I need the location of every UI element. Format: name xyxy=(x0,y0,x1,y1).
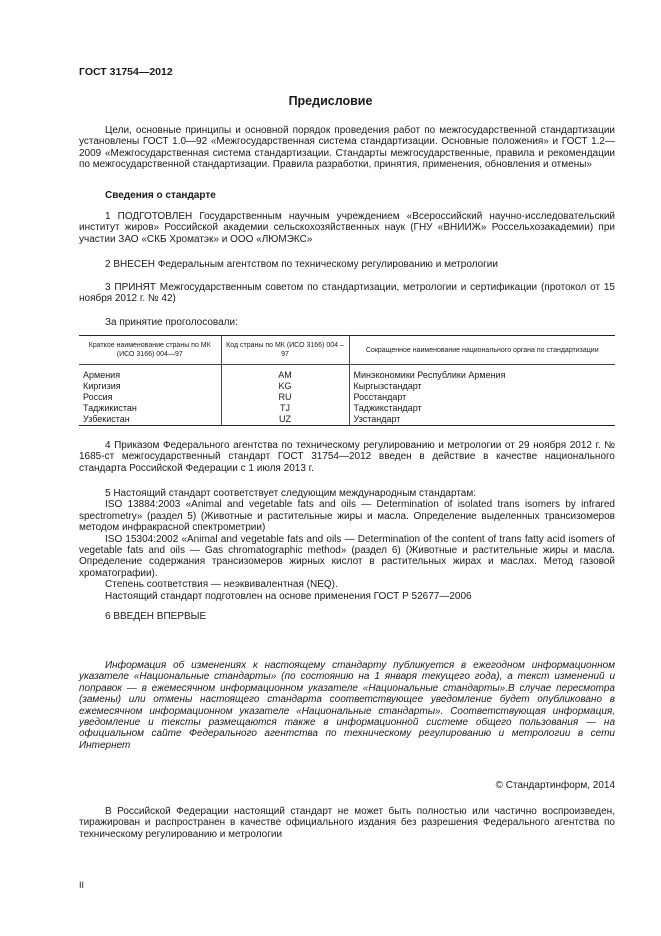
code-cell: KG xyxy=(221,381,349,392)
item-4: 4 Приказом Федерального агентства по техническому регулированию и метрологии от 29 ноября 2012 г. № 1685-ст межгосударственный стандарт ГОСТ 31754—2012 введен в действие в качестве национального стандарта Российской Федерации с 1 июля 2013 г. xyxy=(79,440,615,474)
table-header-country: Краткое наименование страны по МК (ИСО 3166) 004—97 xyxy=(79,336,221,365)
iso-13884-reference: ISO 13884:2003 «Animal and vegetable fats and oils — Determination of isolated trans isomers by infrared spectrometry» (раздел 5) (Животные и растительные жиры и масла. Определение выделенных трансизомеров методом инфракрасной спектрометрии) xyxy=(79,499,615,534)
document-code: ГОСТ 31754—2012 xyxy=(79,66,173,78)
voted-label: За принятие проголосовали: xyxy=(105,317,238,328)
based-on-standard: Настоящий стандарт подготовлен на основе применения ГОСТ Р 52677—2006 xyxy=(105,590,472,602)
body-cell: Кыргызстандарт xyxy=(349,381,615,392)
item-6: 6 ВВЕДЕН ВПЕРВЫЕ xyxy=(105,611,207,622)
item-5-lead: 5 Настоящий стандарт соответствует следующим международным стандартам: xyxy=(105,488,477,499)
country-cell: Узбекистан xyxy=(79,414,221,426)
body-cell: Таджикстандарт xyxy=(349,403,615,414)
page-title: Предисловие xyxy=(288,94,373,108)
table-row xyxy=(79,381,615,392)
country-cell: Россия xyxy=(83,392,113,402)
table-row xyxy=(79,392,615,403)
conformity-degree: Степень соответствия — неэквивалентная (NEQ). xyxy=(105,579,338,591)
code-cell: UZ xyxy=(221,414,349,426)
changes-notice: Информация об изменениях к настоящему стандарту публикуется в ежегодном информационном указателе «Национальные стандарты» (по состоянию на 1 января текущего года), а текст изменений и поправок — в ежемесячном информационном указателе «Национальные стандарты».В случае пересмотра (замены) или отмены настоящего стандарта соответствующее уведомление будет опубликовано в ежемесячном информационном указателе «Национальные стандарты». Соответствующая информация, уведомление и тексты размещаются также в информационной системе общего пользования — на официальном сайте Федерального агентства по техническому регулированию и метрологии в сети Интернет xyxy=(79,660,615,751)
iso-15304-reference: ISO 15304:2002 «Animal and vegetable fats and oils — Determination of the content of trans fatty acid isomers of vegetable fats and oils — Gas chromatographic method» (раздел 6) (Животные и растительные жиры и масла. Определение содержания трансизомеров жирных кислот в растительных жирах и маслах. Метод газовой хроматографии). xyxy=(79,533,615,579)
table-row xyxy=(79,414,615,426)
info-heading: Сведения о стандарте xyxy=(105,190,216,201)
voting-table xyxy=(79,335,615,426)
table-row xyxy=(79,403,615,414)
rights-notice: В Российской Федерации настоящий стандарт не может быть полностью или частично воспроизведен, тиражирован и распространен в качестве официального издания без разрешения Федерального агентства по техническому регулированию и метрологии xyxy=(79,806,615,840)
intro-paragraph: Цели, основные принципы и основной порядок проведения работ по межгосударственной стандартизации установлены ГОСТ 1.0—92 «Межгосударственная система стандартизации. Основные положения» и ГОСТ 1.2—2009 «Межгосударственная система стандартизации. Стандарты межгосударственные, правила и рекомендации по межгосударственной стандартизации. Правила разработки, принятия, применения, обновления и отмены» xyxy=(79,125,615,171)
body-cell: Узстандарт xyxy=(349,414,615,426)
copyright: © Стандартинформ, 2014 xyxy=(495,780,615,791)
table-row xyxy=(79,365,615,382)
item-3: 3 ПРИНЯТ Межгосударственным советом по стандартизации, метрологии и сертификации (протокол от 15 ноября 2012 г. № 42) xyxy=(79,282,615,305)
table-header-code: Код страны по МК (ИСО 3166) 004 – 97 xyxy=(221,336,349,365)
code-cell: AM xyxy=(221,365,349,382)
item-1: 1 ПОДГОТОВЛЕН Государственным научным учреждением «Всероссийский научно-исследовательский институт жиров» Российской академии сельскохозяйственных наук (ГНУ «ВНИИЖ» Россельхозакадемии) при участии ЗАО «СКБ Хроматэк» и ООО «ЛЮМЭКС» xyxy=(79,211,615,245)
country-cell: Киргизия xyxy=(83,381,121,391)
code-cell: RU xyxy=(221,392,349,403)
country-cell: Армения xyxy=(83,370,121,380)
code-cell: TJ xyxy=(221,403,349,414)
body-cell: Минэкономики Республики Армения xyxy=(349,365,615,382)
item-2: 2 ВНЕСЕН Федеральным агентством по техническому регулированию и метрологии xyxy=(105,259,498,270)
item-5 xyxy=(79,488,615,602)
country-cell: Таджикистан xyxy=(83,403,137,413)
body-cell: Росстандарт xyxy=(349,392,615,403)
table-header-body: Сокращенное наименование национального органа по стандартизации xyxy=(349,336,615,365)
page-number: II xyxy=(79,880,85,890)
